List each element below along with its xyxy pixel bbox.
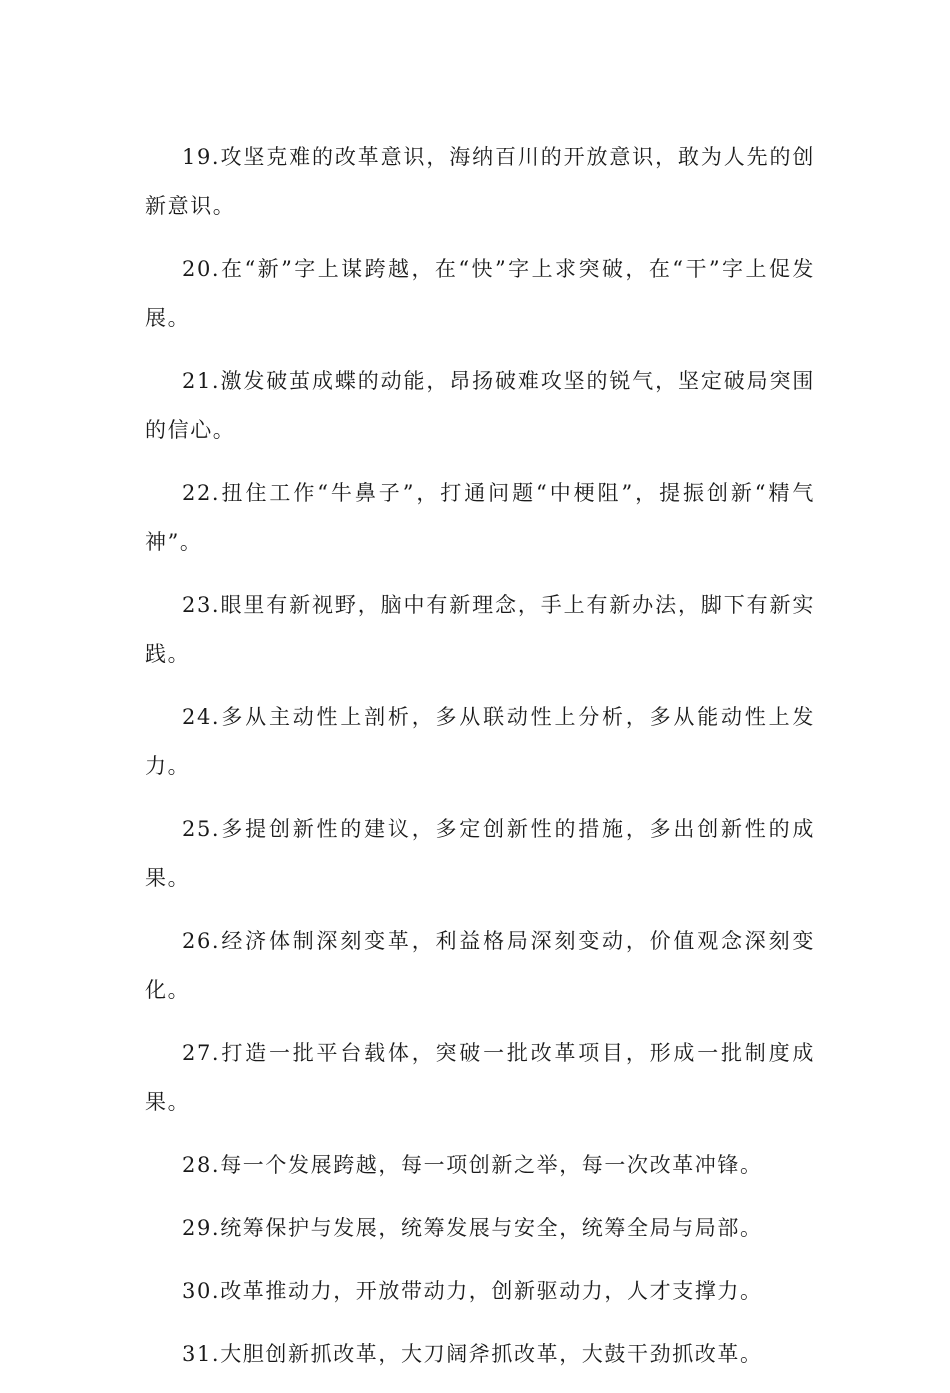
numbered-list (145, 133, 815, 1393)
list-item: 31.大胆创新抓改革，大刀阔斧抓改革，大鼓干劲抓改革。 (182, 1342, 763, 1366)
list-item: 30.改革推动力，开放带动力，创新驱动力，人才支撑力。 (182, 1279, 763, 1303)
list-item: 22.扭住工作“牛鼻子”，打通问题“中梗阻”，提振创新“精气神”。 (145, 481, 815, 554)
list-item: 23.眼里有新视野，脑中有新理念，手上有新办法，脚下有新实践。 (145, 593, 815, 666)
list-item: 24.多从主动性上剖析，多从联动性上分析，多从能动性上发力。 (145, 705, 815, 778)
list-item: 26.经济体制深刻变革，利益格局深刻变动，价值观念深刻变化。 (145, 929, 815, 1002)
list-item: 27.打造一批平台载体，突破一批改革项目，形成一批制度成果。 (145, 1041, 815, 1114)
list-item: 28.每一个发展跨越，每一项创新之举，每一次改革冲锋。 (182, 1153, 763, 1177)
list-item: 19.攻坚克难的改革意识，海纳百川的开放意识，敢为人先的创新意识。 (145, 145, 815, 218)
list-item: 21.激发破茧成蝶的动能，昂扬破难攻坚的锐气，坚定破局突围的信心。 (145, 369, 815, 442)
list-item: 25.多提创新性的建议，多定创新性的措施，多出创新性的成果。 (145, 817, 815, 890)
list-item: 29.统筹保护与发展，统筹发展与安全，统筹全局与局部。 (182, 1216, 763, 1240)
list-item: 20.在“新”字上谋跨越，在“快”字上求突破，在“干”字上促发展。 (145, 257, 815, 330)
